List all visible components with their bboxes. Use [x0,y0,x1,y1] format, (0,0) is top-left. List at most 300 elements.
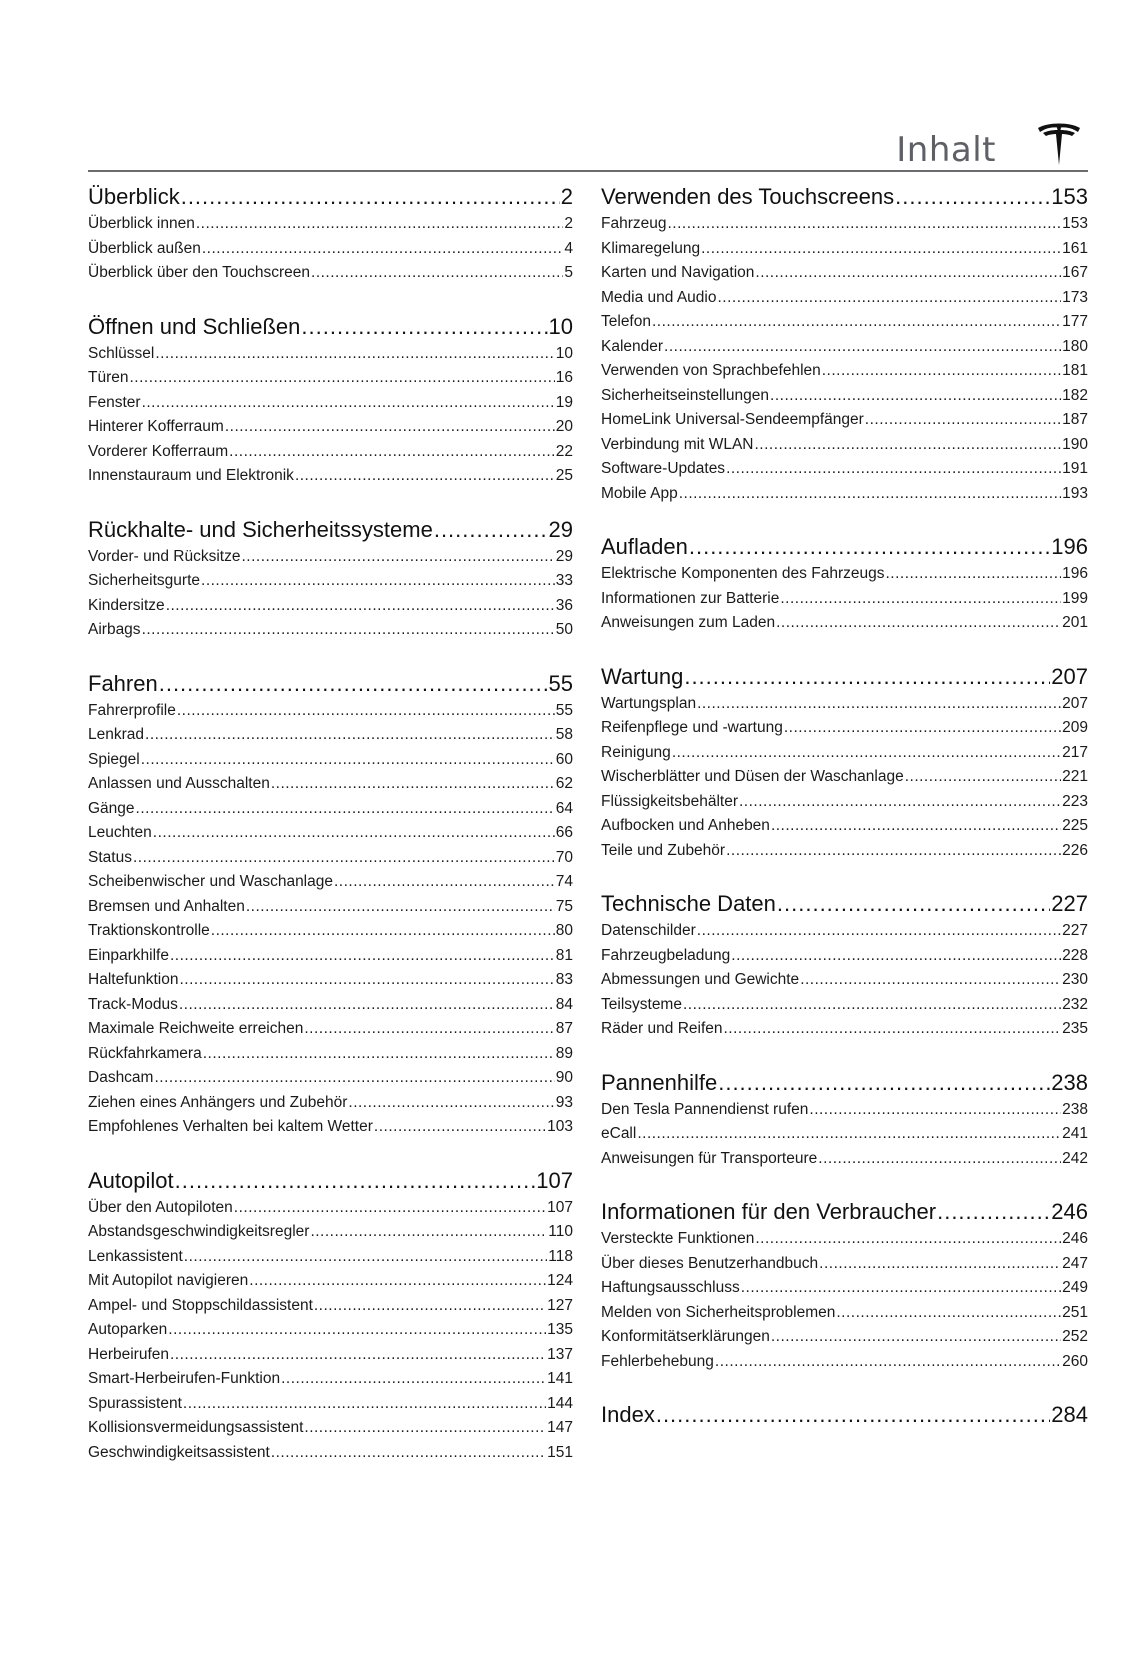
toc-entry-title: Über den Autopiloten [88,1198,233,1216]
toc-entry-page: 19 [555,393,573,411]
dot-leader [159,669,548,699]
toc-heading-link[interactable] [601,182,1088,212]
toc-entry-link[interactable] [601,716,1088,741]
toc-heading-title: Wartung [601,663,684,689]
page-header [88,100,1088,171]
toc-entry-page: 207 [1062,694,1088,712]
dot-leader [225,415,555,440]
dot-leader [133,846,555,871]
toc-entry-link[interactable] [88,1220,573,1245]
toc-entry-link[interactable] [601,457,1088,482]
toc-section-aufladen [601,532,1088,636]
toc-entry-link[interactable] [601,692,1088,717]
toc-entry-title: Mit Autopilot navigieren [88,1272,249,1289]
toc-entry-page: 180 [1062,337,1088,355]
toc-entry-page: 238 [1062,1100,1088,1118]
dot-leader [726,457,1061,482]
toc-entry-link[interactable] [88,1066,573,1091]
toc-entry-page: 221 [1062,768,1088,785]
page-title: Inhalt [896,130,996,170]
dot-leader [374,1115,546,1140]
toc-heading-link[interactable] [88,312,573,342]
toc-entry-link[interactable] [88,237,573,262]
dot-leader [271,772,555,797]
toc-entry-link[interactable] [88,772,573,797]
toc-entry-link[interactable] [601,1325,1088,1350]
toc-entry-link[interactable] [88,1091,573,1116]
toc-entry-page: 135 [547,1321,573,1338]
toc-entry-link[interactable] [601,968,1088,993]
dot-leader [770,384,1061,409]
toc-entry-page: 225 [1062,817,1088,834]
toc-entry-page: 167 [1062,264,1088,281]
toc-heading-title: Autopilot [88,1167,174,1193]
toc-entry-link[interactable] [601,408,1088,433]
toc-entry-link[interactable] [601,261,1088,286]
dot-leader [166,594,555,619]
toc-entry-title: Traktionskontrolle [88,922,210,939]
toc-heading-page: 196 [1051,534,1088,559]
toc-entry-link[interactable] [601,1227,1088,1252]
toc-entry-link[interactable] [601,993,1088,1018]
toc-entry-link[interactable] [88,1042,573,1067]
toc-heading-page: 207 [1051,663,1088,689]
toc-entry-page: 137 [547,1345,573,1363]
toc-entry-title: eCall [601,1125,637,1142]
toc-entry-link[interactable] [88,1294,573,1319]
toc-heading-link[interactable] [88,515,573,545]
toc-entry-link[interactable] [88,415,573,440]
dot-leader [314,1294,546,1319]
toc-entry-page: 36 [555,596,573,614]
toc-entry-title: Software-Updates [601,460,726,477]
toc-entry-title: Sicherheitseinstellungen [601,386,770,404]
dot-leader [229,440,555,465]
dot-leader [731,944,1061,969]
toc-entry-page: 84 [555,995,573,1013]
toc-entry-link[interactable] [601,237,1088,262]
dot-leader [656,1400,1050,1430]
dot-leader [885,562,1061,587]
toc-entry-page: 83 [555,971,573,988]
dot-leader [895,182,1050,212]
toc-entry-title: Bremsen und Anhalten [88,897,245,915]
toc-section-informationen-fur-den-verbraucher [601,1197,1088,1374]
toc-heading-link[interactable] [88,669,573,699]
toc-section-pannenhilfe [601,1068,1088,1172]
dot-leader [184,1245,548,1270]
toc-section-wartung [601,662,1088,864]
toc-entry-link[interactable] [601,741,1088,766]
toc-entry-link[interactable] [601,335,1088,360]
dot-leader [202,237,564,262]
dot-leader [154,1066,554,1091]
toc-entry-page: 251 [1062,1303,1088,1321]
dot-leader [181,182,560,212]
dot-leader [203,1042,555,1067]
toc-entry-page: 191 [1062,460,1088,477]
toc-entry-title: Empfohlenes Verhalten bei kaltem Wetter [88,1118,373,1135]
toc-entry-title: Innenstauraum und Elektronik [88,467,294,484]
toc-heading-link[interactable] [601,532,1088,562]
toc-section-ruckhalte-und-sicherheitssysteme [88,515,573,643]
toc-entry-link[interactable] [601,482,1088,507]
toc-entry-title: Scheibenwischer und Waschanlage [88,873,333,890]
dot-leader [177,699,555,724]
dot-leader [755,433,1062,458]
toc-entry-page: 196 [1062,565,1088,582]
toc-entry-title: Hinterer Kofferraum [88,418,224,435]
toc-entry-link[interactable] [88,1343,573,1368]
dot-leader [637,1122,1061,1147]
toc-entry-title: Datenschilder [601,922,696,939]
dot-leader [295,464,555,489]
dot-leader [301,312,547,342]
toc-entry-link[interactable] [88,391,573,416]
toc-entry-page: 70 [555,848,573,866]
toc-entry-title: Abstandsgeschwindigkeitsregler [88,1223,310,1240]
toc-entry-link[interactable] [88,699,573,724]
toc-entry-title: Fahrzeugbeladung [601,946,731,964]
dot-leader [142,618,555,643]
toc-heading-link[interactable] [601,1068,1088,1098]
toc-entry-link[interactable] [601,765,1088,790]
toc-entry-link[interactable] [88,1318,573,1343]
toc-entry-link[interactable] [601,1276,1088,1301]
toc-entry-title: HomeLink Universal-Sendeempfänger [601,411,864,428]
toc-entry-title: Reinigung [601,743,671,761]
toc-entry-title: Track-Modus [88,995,178,1013]
toc-entry-title: Ampel- und Stoppschildassistent [88,1296,313,1314]
dot-leader [905,765,1061,790]
dot-leader [715,1350,1061,1375]
toc-heading-title: Technische Daten [601,891,776,916]
toc-entry-link[interactable] [88,919,573,944]
toc-heading-title: Index [601,1402,655,1427]
toc-entry-page: 223 [1062,792,1088,810]
toc-entry-page: 60 [555,750,573,768]
dot-leader [652,310,1061,335]
toc-entry-link[interactable] [88,968,573,993]
dot-leader [242,545,555,570]
toc-entry-title: Konformitätserklärungen [601,1328,770,1345]
toc-entry-link[interactable] [601,286,1088,311]
toc-entry-title: Einparkhilfe [88,946,169,964]
dot-leader [234,1196,546,1221]
toc-entry-page: 124 [547,1272,573,1289]
toc-entry-page: 5 [564,264,573,281]
toc-entry-link[interactable] [601,310,1088,335]
toc-entry-link[interactable] [88,723,573,748]
dot-leader [937,1197,1050,1227]
toc-entry-page: 181 [1062,362,1088,379]
toc-entry-page: 161 [1062,239,1088,257]
toc-entry-page: 90 [555,1069,573,1086]
toc-entry-link[interactable] [88,464,573,489]
toc-entry-link[interactable] [88,1196,573,1221]
toc-entry-page: 22 [555,442,573,460]
toc-entry-title: Türen [88,369,129,386]
dot-leader [175,1166,536,1196]
toc-entry-page: 144 [547,1394,573,1412]
toc-entry-title: Klimaregelung [601,239,701,257]
toc-entry-link[interactable] [88,1245,573,1270]
toc-entry-page: 110 [548,1223,573,1240]
dot-leader [153,821,555,846]
toc-entry-title: Dashcam [88,1069,154,1086]
toc-entry-link[interactable] [601,587,1088,612]
toc-entry-link[interactable] [88,993,573,1018]
toc-entry-title: Fahrzeug [601,215,667,232]
toc-entry-link[interactable] [88,797,573,822]
dot-leader [168,1318,546,1343]
tesla-logo-icon [1036,122,1082,166]
toc-entry-title: Autoparken [88,1321,168,1338]
toc-entry-page: 75 [555,897,573,915]
toc-entry-link[interactable] [88,440,573,465]
toc-entry-page: 118 [548,1247,573,1265]
dot-leader [679,482,1061,507]
toc-entry-link[interactable] [88,212,573,237]
toc-column-right [601,182,1088,1456]
dot-leader [822,359,1061,384]
toc-entry-page: 230 [1062,971,1088,988]
toc-entry-title: Vorder- und Rücksitze [88,547,241,565]
dot-leader [724,1017,1062,1042]
toc-entry-title: Leuchten [88,824,152,841]
dot-leader [717,286,1061,311]
toc-entry-link[interactable] [88,1441,573,1466]
toc-entry-title: Spurassistent [88,1394,182,1412]
toc-section-fahren [88,669,573,1140]
dot-leader [211,919,555,944]
toc-heading-link[interactable] [88,1166,573,1196]
dot-leader [304,1017,554,1042]
toc-entry-link[interactable] [601,919,1088,944]
toc-entry-page: 81 [555,946,573,964]
toc-entry-page: 103 [547,1118,573,1135]
toc-entry-link[interactable] [88,1115,573,1140]
toc-entry-link[interactable] [88,594,573,619]
dot-leader [672,741,1061,766]
toc-entry-page: 209 [1062,719,1088,736]
toc-entry-link[interactable] [601,1301,1088,1326]
toc-entry-link[interactable] [88,618,573,643]
toc-column-left [88,182,573,1491]
dot-leader [196,212,564,237]
toc-entry-link[interactable] [88,821,573,846]
toc-entry-link[interactable] [88,944,573,969]
toc-entry-link[interactable] [601,212,1088,237]
toc-entry-page: 182 [1062,386,1088,404]
toc-entry-title: Haltefunktion [88,971,179,988]
toc-section-autopilot [88,1166,573,1466]
toc-entry-link[interactable] [601,1122,1088,1147]
dot-leader [130,366,555,391]
toc-entry-title: Ziehen eines Anhängers und Zubehör [88,1093,348,1111]
toc-entry-page: 228 [1062,946,1088,964]
toc-entry-link[interactable] [601,384,1088,409]
toc-entry-title: Wartungsplan [601,694,697,712]
toc-entry-page: 201 [1062,614,1088,631]
toc-entry-title: Teile und Zubehör [601,841,726,859]
dot-leader [684,662,1050,692]
dot-leader [776,611,1061,636]
toc-entry-link[interactable] [88,1416,573,1441]
dot-leader [304,1416,546,1441]
toc-entry-title: Geschwindigkeitsassistent [88,1443,270,1461]
toc-heading-title: Fahren [88,670,158,696]
toc-heading-page: 246 [1051,1199,1088,1224]
toc-entry-page: 173 [1062,288,1088,306]
toc-entry-page: 87 [555,1020,573,1037]
toc-heading-page: 55 [548,670,573,696]
toc-heading-page: 227 [1051,891,1088,916]
dot-leader [271,1441,546,1466]
toc-entry-link[interactable] [88,1367,573,1392]
toc-heading-title: Verwenden des Touchscreens [601,184,895,209]
toc-entry-title: Überblick über den Touchscreen [88,264,311,281]
toc-entry-link[interactable] [601,611,1088,636]
toc-entry-title: Elektrische Komponenten des Fahrzeugs [601,565,885,582]
toc-heading-page: 153 [1051,184,1088,209]
toc-heading-page: 2 [560,184,573,209]
toc-heading-page: 238 [1051,1069,1088,1095]
toc-entry-link[interactable] [88,846,573,871]
toc-heading-link[interactable] [88,182,573,212]
dot-leader [865,408,1061,433]
dot-leader [667,212,1061,237]
dot-leader [179,968,554,993]
toc-section-offnen-und-schliessen [88,312,573,489]
toc-entry-page: 190 [1062,435,1088,453]
dot-leader [777,889,1050,919]
toc-entry-link[interactable] [88,895,573,920]
toc-entry-link[interactable] [88,870,573,895]
toc-heading-title: Pannenhilfe [601,1069,718,1095]
toc-entry-title: Schlüssel [88,344,155,362]
toc-entry-link[interactable] [601,1098,1088,1123]
toc-entry-link[interactable] [88,545,573,570]
dot-leader [183,1392,546,1417]
dot-leader [311,261,563,286]
toc-entry-link[interactable] [601,814,1088,839]
dot-leader [683,993,1061,1018]
dot-leader [170,944,555,969]
toc-entry-title: Überblick außen [88,239,201,257]
toc-entry-link[interactable] [88,748,573,773]
toc-entry-page: 33 [555,572,573,589]
dot-leader [155,342,554,367]
toc-entry-link[interactable] [601,1252,1088,1277]
dot-leader [697,692,1061,717]
toc-entry-link[interactable] [601,433,1088,458]
toc-entry-link[interactable] [601,1147,1088,1172]
toc-heading-page: 107 [536,1167,573,1193]
toc-entry-link[interactable] [88,569,573,594]
toc-heading-link[interactable] [601,1197,1088,1227]
toc-entry-title: Vorderer Kofferraum [88,442,229,460]
toc-entry-page: 151 [547,1443,573,1461]
toc-entry-link[interactable] [88,1269,573,1294]
toc-entry-title: Maximale Reichweite erreichen [88,1020,304,1037]
toc-entry-page: 241 [1062,1125,1088,1142]
toc-entry-title: Gänge [88,799,135,817]
toc-entry-title: Haftungsausschluss [601,1279,740,1296]
toc-heading-link[interactable] [601,1400,1088,1430]
toc-entry-page: 141 [547,1370,573,1387]
toc-entry-page: 260 [1062,1352,1088,1370]
dot-leader [434,515,548,545]
toc-entry-link[interactable] [601,562,1088,587]
toc-entry-link[interactable] [601,1350,1088,1375]
toc-heading-title: Überblick [88,184,180,209]
toc-entry-page: 50 [555,621,573,638]
toc-entry-link[interactable] [601,1017,1088,1042]
dot-leader [201,569,555,594]
toc-entry-title: Aufbocken und Anheben [601,817,770,834]
toc-entry-page: 127 [547,1296,573,1314]
header-rule [88,170,1088,172]
toc-entry-link[interactable] [88,342,573,367]
toc-section-index [601,1400,1088,1430]
toc-entry-title: Fenster [88,393,141,411]
toc-entry-link[interactable] [601,839,1088,864]
toc-entry-title: Räder und Reifen [601,1020,723,1037]
toc-entry-link[interactable] [88,1017,573,1042]
dot-leader [836,1301,1061,1326]
dot-leader [310,1220,547,1245]
toc-entry-title: Karten und Navigation [601,264,755,281]
toc-entry-link[interactable] [601,359,1088,384]
toc-entry-link[interactable] [601,944,1088,969]
toc-entry-page: 217 [1062,743,1088,761]
dot-leader [664,335,1061,360]
dot-leader [697,919,1061,944]
toc-entry-page: 107 [547,1198,573,1216]
dot-leader [136,797,555,822]
dot-leader [701,237,1061,262]
toc-heading-link[interactable] [601,889,1088,919]
dot-leader [726,839,1061,864]
dot-leader [755,1227,1061,1252]
toc-entry-page: 93 [555,1093,573,1111]
toc-heading-title: Rückhalte- und Sicherheitssysteme [88,516,433,542]
dot-leader [780,587,1061,612]
toc-entry-page: 242 [1062,1149,1088,1167]
toc-entry-title: Anlassen und Ausschalten [88,775,270,792]
toc-entry-title: Lenkassistent [88,1247,183,1265]
dot-leader [741,1276,1061,1301]
toc-entry-page: 235 [1062,1020,1088,1037]
toc-entry-link[interactable] [88,366,573,391]
dot-leader [689,532,1050,562]
toc-entry-title: Über dieses Benutzerhandbuch [601,1254,819,1272]
toc-entry-title: Mobile App [601,484,678,502]
toc-entry-title: Status [88,848,132,866]
toc-entry-page: 193 [1062,484,1088,502]
toc-entry-page: 80 [555,922,573,939]
toc-entry-page: 64 [555,799,573,817]
dot-leader [755,261,1061,286]
dot-leader [249,1269,546,1294]
toc-entry-link[interactable] [88,1392,573,1417]
toc-entry-link[interactable] [88,261,573,286]
toc-heading-link[interactable] [601,662,1088,692]
toc-entry-link[interactable] [601,790,1088,815]
toc-entry-title: Kollisionsvermeidungsassistent [88,1419,304,1436]
toc-entry-page: 4 [564,239,573,257]
